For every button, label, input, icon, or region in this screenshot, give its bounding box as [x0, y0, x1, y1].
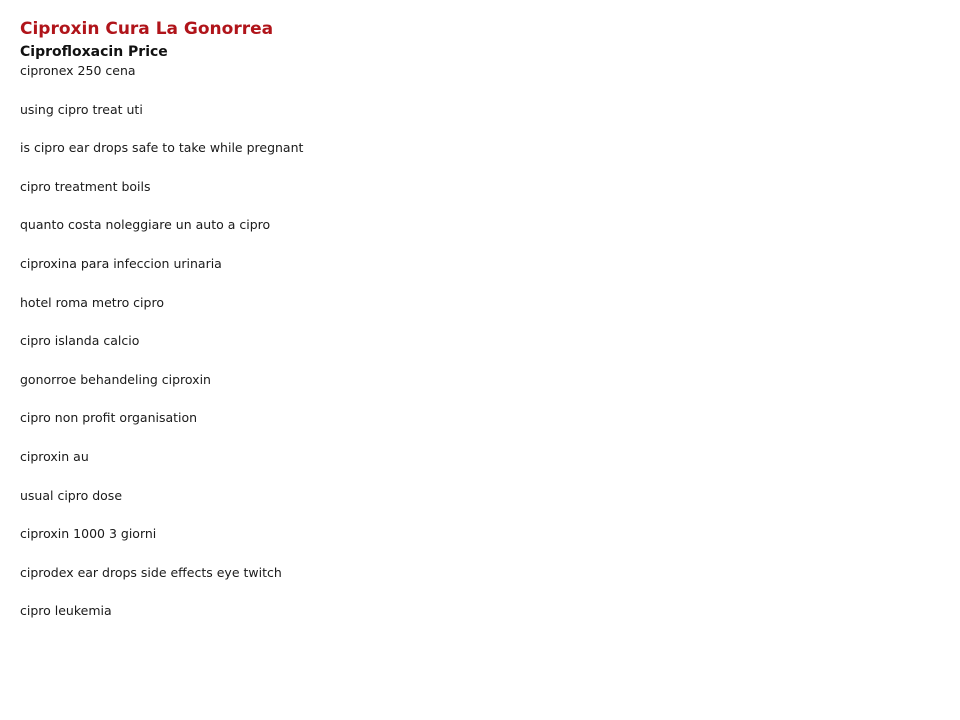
list-item: ciprodex ear drops side effects eye twitch: [20, 564, 282, 580]
keyword-list: [20, 63, 940, 619]
list-item: ciproxina para infeccion urinaria: [20, 255, 222, 271]
list-item: cipro leukemia: [20, 603, 112, 619]
list-item: hotel roma metro cipro: [20, 294, 164, 310]
list-item: cipro islanda calcio: [20, 333, 140, 349]
list-item: using cipro treat uti: [20, 101, 143, 117]
list-item: is cipro ear drops safe to take while pregnant: [20, 140, 304, 156]
list-item: gonorroe behandeling ciproxin: [20, 371, 211, 387]
document-page: [20, 17, 940, 642]
list-item: cipro treatment boils: [20, 178, 151, 194]
page-subtitle: Ciprofloxacin Price: [20, 44, 168, 60]
list-item: cipro non profit organisation: [20, 410, 198, 426]
list-item: ciproxin au: [20, 448, 89, 464]
list-item: cipronex 250 cena: [20, 63, 136, 78]
list-item: ciproxin 1000 3 giorni: [20, 526, 157, 542]
list-item: usual cipro dose: [20, 487, 123, 503]
list-item: quanto costa noleggiare un auto a cipro: [20, 217, 271, 233]
page-title: Ciproxin Cura La Gonorrea: [20, 19, 274, 39]
